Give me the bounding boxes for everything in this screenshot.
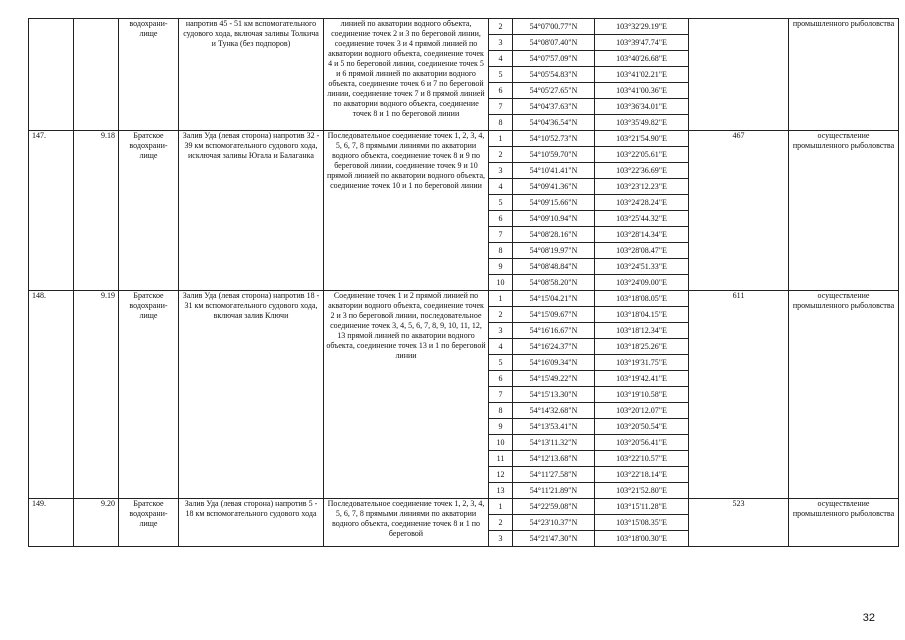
table-row — [29, 499, 899, 515]
latitude: 54°13'11.32"N — [513, 435, 595, 451]
boundary-description: Соединение точек 1 и 2 прямой линией по акватории водного объекта, соединение точек 2 и 3 по береговой линии, последовательное соединение точек 3, 4, 5, 6, 7, 8, 9, 10, 11, 12, 13 прямой линией по акватории водного объекта, соединение точек 13 и 1 по береговой линии — [324, 291, 489, 499]
section-number — [29, 19, 74, 131]
latitude: 54°08'07.40"N — [513, 35, 595, 51]
longitude: 103°20'50.54"E — [595, 419, 689, 435]
fishing-areas-table — [28, 18, 899, 547]
point-number: 10 — [489, 275, 513, 291]
longitude: 103°28'08.47"E — [595, 243, 689, 259]
latitude: 54°11'21.89"N — [513, 483, 595, 499]
point-number: 5 — [489, 355, 513, 371]
section-code — [74, 19, 119, 131]
longitude: 103°21'54.90"E — [595, 131, 689, 147]
point-number: 10 — [489, 435, 513, 451]
point-number: 4 — [489, 51, 513, 67]
longitude: 103°18'08.05"E — [595, 291, 689, 307]
area-value: 611 — [689, 291, 789, 499]
longitude: 103°23'12.23"E — [595, 179, 689, 195]
area-description: Залив Уда (левая сторона) напротив 32 - 39 км вспомогательного судового хода, исключая заливы Югала и Балаганка — [179, 131, 324, 291]
longitude: 103°18'12.34"E — [595, 323, 689, 339]
latitude: 54°07'57.09"N — [513, 51, 595, 67]
latitude: 54°10'41.41"N — [513, 163, 595, 179]
area-value: 467 — [689, 131, 789, 291]
point-number: 13 — [489, 483, 513, 499]
point-number: 4 — [489, 179, 513, 195]
reservoir-name: Братское водохрани-лище — [119, 131, 179, 291]
longitude: 103°18'25.26"E — [595, 339, 689, 355]
longitude: 103°15'08.35"E — [595, 515, 689, 531]
point-number: 9 — [489, 419, 513, 435]
point-number: 11 — [489, 451, 513, 467]
document-page — [28, 18, 899, 547]
latitude: 54°08'58.20"N — [513, 275, 595, 291]
latitude: 54°21'47.30"N — [513, 531, 595, 547]
purpose: осуществление промышленного рыболовства — [789, 499, 899, 547]
purpose: осуществление промышленного рыболовства — [789, 131, 899, 291]
longitude: 103°22'18.14"E — [595, 467, 689, 483]
longitude: 103°20'56.41"E — [595, 435, 689, 451]
longitude: 103°15'11.28"E — [595, 499, 689, 515]
longitude: 103°24'09.00"E — [595, 275, 689, 291]
latitude: 54°09'10.94"N — [513, 211, 595, 227]
purpose: промышленного рыболовства — [789, 19, 899, 131]
point-number: 9 — [489, 259, 513, 275]
point-number: 7 — [489, 99, 513, 115]
longitude: 103°32'29.19"E — [595, 19, 689, 35]
section-code: 9.18 — [74, 131, 119, 291]
longitude: 103°20'12.07"E — [595, 403, 689, 419]
longitude: 103°36'34.01"E — [595, 99, 689, 115]
longitude: 103°24'51.33"E — [595, 259, 689, 275]
latitude: 54°10'52.73"N — [513, 131, 595, 147]
table-row — [29, 291, 899, 307]
point-number: 6 — [489, 371, 513, 387]
latitude: 54°08'28.16"N — [513, 227, 595, 243]
boundary-description: Последовательное соединение точек 1, 2, 3, 4, 5, 6, 7, 8 прямыми линиями по акватории водного объекта, соединение точек 8 и 9 по береговой линии, соединение точек 9 и 10 прямой линией по акватории водного объекта, соединение точек 10 и 1 по береговой линии — [324, 131, 489, 291]
latitude: 54°15'04.21"N — [513, 291, 595, 307]
latitude: 54°13'53.41"N — [513, 419, 595, 435]
latitude: 54°05'54.83"N — [513, 67, 595, 83]
longitude: 103°28'14.34"E — [595, 227, 689, 243]
longitude: 103°40'26.68"E — [595, 51, 689, 67]
point-number: 5 — [489, 67, 513, 83]
point-number: 1 — [489, 131, 513, 147]
longitude: 103°19'42.41"E — [595, 371, 689, 387]
point-number: 12 — [489, 467, 513, 483]
longitude: 103°41'00.36"E — [595, 83, 689, 99]
longitude: 103°21'52.80"E — [595, 483, 689, 499]
latitude: 54°04'37.63"N — [513, 99, 595, 115]
point-number: 3 — [489, 323, 513, 339]
latitude: 54°22'59.08"N — [513, 499, 595, 515]
area-value: 523 — [689, 499, 789, 547]
point-number: 7 — [489, 387, 513, 403]
point-number: 6 — [489, 211, 513, 227]
latitude: 54°11'27.58"N — [513, 467, 595, 483]
point-number: 2 — [489, 307, 513, 323]
longitude: 103°24'28.24"E — [595, 195, 689, 211]
reservoir-name: Братское водохрани-лище — [119, 291, 179, 499]
longitude: 103°19'31.75"E — [595, 355, 689, 371]
latitude: 54°12'13.68"N — [513, 451, 595, 467]
point-number: 1 — [489, 499, 513, 515]
point-number: 8 — [489, 243, 513, 259]
point-number: 3 — [489, 531, 513, 547]
section-number: 149. — [29, 499, 74, 547]
area-value — [689, 19, 789, 131]
longitude: 103°39'47.74"E — [595, 35, 689, 51]
point-number: 3 — [489, 35, 513, 51]
latitude: 54°04'36.54"N — [513, 115, 595, 131]
latitude: 54°23'10.37"N — [513, 515, 595, 531]
longitude: 103°22'36.69"E — [595, 163, 689, 179]
longitude: 103°18'04.15"E — [595, 307, 689, 323]
latitude: 54°08'48.84"N — [513, 259, 595, 275]
reservoir-name: водохрани-лище — [119, 19, 179, 131]
longitude: 103°19'10.58"E — [595, 387, 689, 403]
longitude: 103°22'05.61"E — [595, 147, 689, 163]
latitude: 54°09'15.66"N — [513, 195, 595, 211]
boundary-description: Последовательное соединение точек 1, 2, 3, 4, 5, 6, 7, 8 прямыми линиями по акватории водного объекта, соединение точек 8 и 1 по береговой — [324, 499, 489, 547]
latitude: 54°15'49.22"N — [513, 371, 595, 387]
point-number: 2 — [489, 515, 513, 531]
latitude: 54°09'41.36"N — [513, 179, 595, 195]
point-number: 4 — [489, 339, 513, 355]
point-number: 2 — [489, 19, 513, 35]
latitude: 54°07'00.77"N — [513, 19, 595, 35]
longitude: 103°35'49.82"E — [595, 115, 689, 131]
latitude: 54°08'19.97"N — [513, 243, 595, 259]
longitude: 103°22'10.57"E — [595, 451, 689, 467]
point-number: 8 — [489, 115, 513, 131]
section-number: 147. — [29, 131, 74, 291]
latitude: 54°15'13.30"N — [513, 387, 595, 403]
latitude: 54°10'59.70"N — [513, 147, 595, 163]
table-row — [29, 131, 899, 147]
point-number: 2 — [489, 147, 513, 163]
section-code: 9.20 — [74, 499, 119, 547]
purpose: осуществление промышленного рыболовства — [789, 291, 899, 499]
section-code: 9.19 — [74, 291, 119, 499]
latitude: 54°14'32.68"N — [513, 403, 595, 419]
latitude: 54°05'27.65"N — [513, 83, 595, 99]
longitude: 103°41'02.21"E — [595, 67, 689, 83]
latitude: 54°15'09.67"N — [513, 307, 595, 323]
longitude: 103°25'44.32"E — [595, 211, 689, 227]
latitude: 54°16'16.67"N — [513, 323, 595, 339]
boundary-description: линией по акватории водного объекта, соединение точек 2 и 3 по береговой линии, соединение точек 3 и 4 прямой линией по акватории водного объекта, соединение точек 4 и 5 по береговой линии, соединение точек 5 и 6 прямой линией по акватории водного объекта, соединение точек 6 и 7 по береговой линии, соединение точек 7 и 8 прямой линией по акватории водного объекта, соединение точек 8 и 1 по береговой линии — [324, 19, 489, 131]
point-number: 6 — [489, 83, 513, 99]
point-number: 1 — [489, 291, 513, 307]
point-number: 7 — [489, 227, 513, 243]
reservoir-name: Братское водохрани-лище — [119, 499, 179, 547]
point-number: 5 — [489, 195, 513, 211]
area-description: Залив Уда (левая сторона) напротив 18 - 31 км вспомогательного судового хода, включая залив Ключи — [179, 291, 324, 499]
point-number: 3 — [489, 163, 513, 179]
table-row — [29, 19, 899, 35]
area-description: Залив Уда (левая сторона) напротив 5 - 18 км вспомогательного судового хода — [179, 499, 324, 547]
section-number: 148. — [29, 291, 74, 499]
latitude: 54°16'09.34"N — [513, 355, 595, 371]
page-number: 32 — [862, 612, 875, 624]
longitude: 103°18'00.30"E — [595, 531, 689, 547]
area-description: напротив 45 - 51 км вспомогательного судового хода, включая заливы Толкича и Тунка (без подпоров) — [179, 19, 324, 131]
point-number: 8 — [489, 403, 513, 419]
latitude: 54°16'24.37"N — [513, 339, 595, 355]
